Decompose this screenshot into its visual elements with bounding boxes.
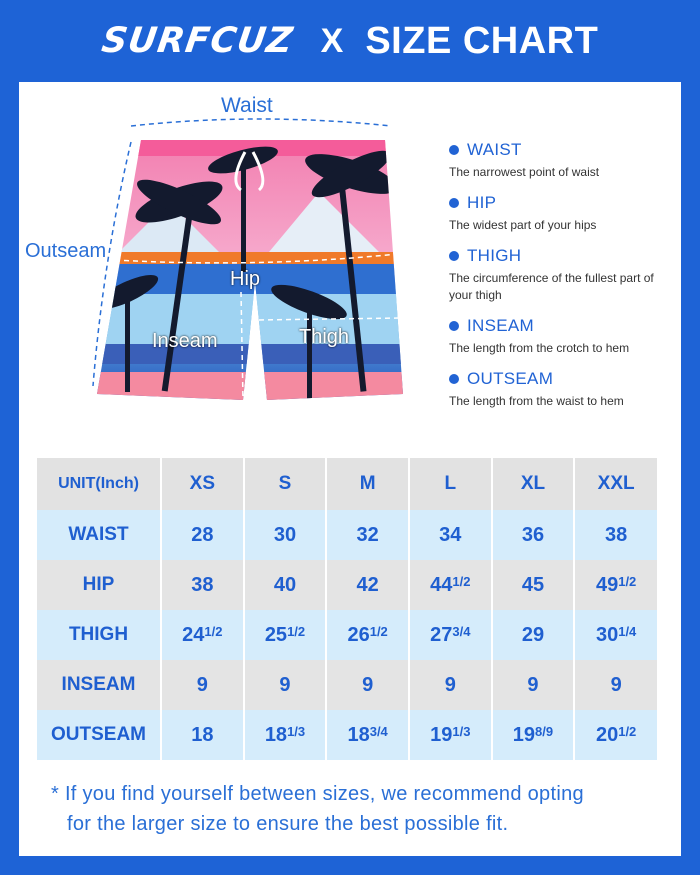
definition-thigh: THIGH The circumference of the fullest part of your thigh — [449, 246, 654, 302]
size-value-cell — [409, 710, 492, 760]
size-header: S — [244, 458, 327, 510]
value-whole: 30 — [595, 623, 619, 646]
value-whole: 18 — [347, 723, 370, 746]
definition-hip: HIP The widest part of your hips — [449, 193, 597, 232]
size-table — [37, 458, 657, 760]
size-value-cell — [326, 660, 409, 710]
value-whole: 24 — [182, 623, 205, 646]
inseam-label: Inseam — [152, 330, 218, 352]
size-value-cell — [574, 560, 657, 610]
size-value-cell — [409, 560, 492, 610]
value-whole: 9 — [527, 673, 539, 696]
size-value-cell — [244, 560, 327, 610]
size-value-cell — [326, 710, 409, 760]
value-whole: 45 — [521, 573, 545, 596]
table-row — [37, 610, 657, 660]
size-header: XL — [492, 458, 575, 510]
measurement-definitions — [449, 140, 679, 422]
size-value-cell — [492, 660, 575, 710]
definition-outseam: OUTSEAM The length from the waist to hem — [449, 369, 624, 408]
value-fraction: 8/9 — [535, 723, 554, 739]
value-whole: 20 — [595, 723, 619, 746]
row-label: THIGH — [37, 610, 161, 660]
definition-inseam: INSEAM The length from the crotch to hem — [449, 316, 630, 355]
footnote: * If you find yourself between sizes, we recommend opting for the larger size to ensure the best possible fit. — [51, 783, 584, 835]
collab-x: X — [320, 21, 344, 60]
value-whole: 9 — [610, 673, 622, 696]
value-fraction: 1/4 — [618, 623, 637, 639]
value-fraction: 1/2 — [618, 723, 637, 739]
table-row — [37, 660, 657, 710]
size-header: XXL — [574, 458, 657, 510]
value-whole: 32 — [356, 523, 379, 546]
thigh-label: Thigh — [299, 326, 350, 348]
value-fraction: 1/3 — [452, 723, 471, 739]
hip-label: Hip — [230, 268, 261, 290]
unit-header: UNIT(Inch) — [37, 458, 161, 510]
bullet-icon — [449, 251, 459, 261]
size-value-cell — [326, 610, 409, 660]
size-value-cell — [492, 710, 575, 760]
value-whole: 28 — [191, 523, 214, 546]
size-value-cell — [574, 610, 657, 660]
size-value-cell — [574, 510, 657, 560]
value-whole: 42 — [356, 573, 379, 596]
value-whole: 9 — [279, 673, 291, 696]
page-title: SIZE CHART — [365, 19, 599, 62]
value-whole: 29 — [521, 623, 545, 646]
value-whole: 38 — [605, 523, 628, 546]
row-label: OUTSEAM — [37, 710, 161, 760]
value-whole: 27 — [430, 623, 453, 646]
size-value-cell — [409, 510, 492, 560]
value-fraction: 3/4 — [369, 723, 388, 739]
waist-measure-line — [131, 119, 391, 126]
value-whole: 40 — [273, 573, 297, 596]
table-header-row — [37, 458, 657, 510]
value-whole: 25 — [264, 623, 288, 646]
value-whole: 36 — [521, 523, 545, 546]
value-whole: 38 — [191, 573, 214, 596]
value-whole: 18 — [264, 723, 288, 746]
size-header: M — [326, 458, 409, 510]
value-fraction: 1/3 — [287, 723, 306, 739]
bullet-icon — [449, 321, 459, 331]
table-row — [37, 560, 657, 610]
size-value-cell — [409, 610, 492, 660]
value-whole: 34 — [439, 523, 462, 546]
value-whole: 19 — [512, 723, 536, 746]
size-value-cell — [492, 510, 575, 560]
outseam-label: Outseam — [25, 240, 107, 262]
size-value-cell — [161, 510, 244, 560]
value-fraction: 1/2 — [452, 573, 471, 589]
size-value-cell — [409, 660, 492, 710]
size-value-cell — [326, 560, 409, 610]
row-label: HIP — [37, 560, 161, 610]
size-value-cell — [574, 660, 657, 710]
value-fraction: 1/2 — [618, 573, 637, 589]
size-value-cell — [492, 610, 575, 660]
row-label: INSEAM — [37, 660, 161, 710]
value-whole: 9 — [444, 673, 456, 696]
bullet-icon — [449, 145, 459, 155]
value-whole: 26 — [347, 623, 370, 646]
size-header: L — [409, 458, 492, 510]
value-fraction: 1/2 — [369, 623, 388, 639]
value-whole: 9 — [362, 673, 374, 696]
size-value-cell — [244, 710, 327, 760]
shorts-illustration — [19, 82, 459, 442]
waist-label: Waist — [221, 94, 273, 117]
value-whole: 19 — [430, 723, 453, 746]
value-whole: 18 — [191, 723, 214, 746]
brand-logo: SURFCUZ — [98, 21, 296, 61]
size-value-cell — [161, 660, 244, 710]
size-value-cell — [161, 560, 244, 610]
value-whole: 49 — [595, 573, 619, 596]
definition-waist: WAIST The narrowest point of waist — [449, 140, 600, 179]
row-label: WAIST — [37, 510, 161, 560]
value-fraction: 3/4 — [452, 623, 471, 639]
size-header: XS — [161, 458, 244, 510]
bullet-icon — [449, 198, 459, 208]
size-value-cell — [244, 660, 327, 710]
size-value-cell — [244, 510, 327, 560]
value-fraction: 1/2 — [287, 623, 306, 639]
size-value-cell — [244, 610, 327, 660]
value-fraction: 1/2 — [204, 623, 223, 639]
value-whole: 9 — [196, 673, 208, 696]
size-value-cell — [492, 560, 575, 610]
value-whole: 30 — [273, 523, 297, 546]
value-whole: 44 — [430, 573, 453, 596]
size-value-cell — [161, 610, 244, 660]
size-value-cell — [574, 710, 657, 760]
content-panel — [19, 82, 681, 856]
bullet-icon — [449, 374, 459, 384]
table-row — [37, 710, 657, 760]
table-row — [37, 510, 657, 560]
header — [0, 0, 700, 82]
size-value-cell — [326, 510, 409, 560]
size-value-cell — [161, 710, 244, 760]
